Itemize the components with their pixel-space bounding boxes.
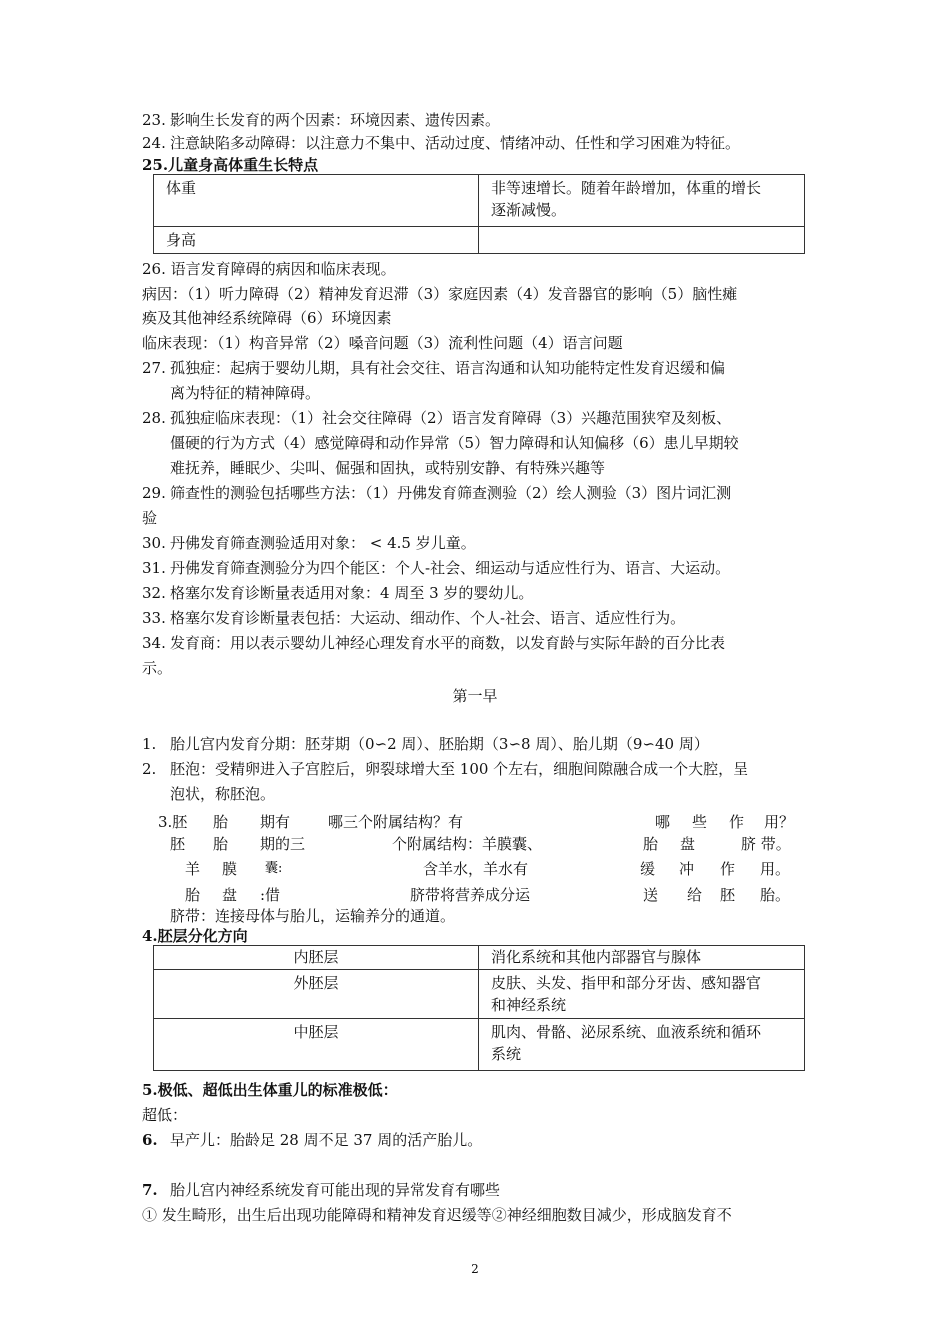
ch1-item-6: 6. 早产儿：胎龄足 28 周不足 37 周的活产胎儿。 <box>142 1131 483 1149</box>
germ-layer-table <box>153 945 805 1071</box>
ch1-item-2: 2. 胚泡：受精卵进入子宫腔后，卵裂球增大至 100 个左右，细胞间隙融合成一个大腔，呈 <box>142 760 749 778</box>
item-28-cont: 难抚养，睡眠少、尖叫、倔强和固执，或特别安静、有特殊兴趣等 <box>170 459 606 477</box>
table-row <box>154 227 805 254</box>
item-26-cause: 病因：（1）听力障碍（2）精神发育迟滞（3）家庭因素（4）发音器官的影响（5）脑性瘫 <box>142 285 738 303</box>
item-32: 32. 格塞尔发育诊断量表适用对象：4 周至 3 岁的婴幼儿。 <box>142 584 534 602</box>
ch1-item-2-cont: 泡状，称胚泡。 <box>170 785 276 803</box>
ch1-item-5: 5.极低、超低出生体重儿的标准极低： <box>142 1081 398 1099</box>
row-desc <box>479 227 805 254</box>
item-34: 34. 发育商：用以表示婴幼儿神经心理发育水平的商数，以发育龄与实际年龄的百分比表 <box>142 634 726 652</box>
item-34-cont: 示。 <box>142 659 173 677</box>
growth-table <box>153 174 805 254</box>
item-30: 30. 丹佛发育筛查测验适用对象： < 4.5 岁儿童。 <box>142 534 476 552</box>
table-row <box>154 175 805 227</box>
ch1-item-4-title: 4.胚层分化方向 <box>142 927 248 945</box>
item-26-clinical: 临床表现：（1）构音异常（2）嗓音问题（3）流利性问题（4）语言问题 <box>142 334 623 352</box>
ch1-item-1: 1. 胎儿宫内发育分期：胚芽期（0∽2 周）、胚胎期（3∽8 周）、胎儿期（9∽40 周） <box>142 735 709 753</box>
item-28: 28. 孤独症临床表现：（1）社会交往障碍（2）语言发育障碍（3）兴趣范围狭窄及刻板、 <box>142 409 732 427</box>
table-row: 内胚层 消化系统和其他内部器官与腺体 <box>154 946 805 970</box>
item-26-cause-cont: 痪及其他神经系统障碍（6）环境因素 <box>142 309 392 327</box>
item-31: 31. 丹佛发育筛查测验分为四个能区：个人-社会、细运动与适应性行为、语言、大运动。 <box>142 559 731 577</box>
item-23: 23. 影响生长发育的两个因素：环境因素、遗传因素。 <box>142 111 501 129</box>
ch1-item-7-text: ① 发生畸形，出生后出现功能障碍和精神发育迟缓等②神经细胞数目减少，形成脑发育不 <box>142 1206 732 1224</box>
item-33: 33. 格塞尔发育诊断量表包括：大运动、细动作、个人-社会、语言、适应性行为。 <box>142 609 686 627</box>
row-desc: 非等速增长。随着年龄增加，体重的增长 逐渐减慢。 <box>479 175 805 227</box>
item-24: 24. 注意缺陷多动障碍：以注意力不集中、活动过度、情绪冲动、任性和学习困难为特征。 <box>142 134 741 152</box>
chapter-title: 第一早 <box>452 687 498 705</box>
item-29: 29. 筛查性的测验包括哪些方法：（1）丹佛发育筛查测验（2）绘人测验（3）图片词汇测 <box>142 484 732 502</box>
row-label: 身高 <box>154 227 479 254</box>
row-label: 体重 <box>154 175 479 227</box>
table-row: 中胚层 肌肉、骨骼、泌尿系统、血液系统和循环 系统 <box>154 1019 805 1071</box>
document-page: 23. 影响生长发育的两个因素：环境因素、遗传因素。 24. 注意缺陷多动障碍：以注意力不集中、活动过度、情绪冲动、任性和学习困难为特征。 25.儿童身高体重生长特点 体重 非等速增长。随着年龄增加，体重的增长 逐渐减慢。 身高 26. 语言发育障碍的病因和临床表现。 病因：（1）听力障碍（2）精神发育迟滞（3）家庭因素（4）发音器官的影响（5）脑性瘫 痪及其他神经系统障碍（6）环境因素 临床表现：（1）构音异常（2）嗓音问题（3）流利性问题（4）语言问题 27. 孤独症：起病于婴幼儿期，具有社会交往、语言沟通和认知功能特定性发育迟缓和偏 离为特征的精神障碍。 28. 孤独症临床表现：（1）社会交往障碍（2）语言发育障碍（3）兴趣范围狭窄及刻板、 僵硬的行为方式（4）感觉障碍和动作异常（5）智力障碍和认知偏移（6）患儿早期较 难抚养，睡眠少、尖叫、倔强和固执，或特别安静、有特殊兴趣等 29. 筛查性的测验包括哪些方法：（1）丹佛发育筛查测验（2）绘人测验（3）图片词汇测 验 30. 丹佛发育筛查测验适用对象： < 4.5 岁儿童。 31. 丹佛发育筛查测验分为四个能区：个人-社会、细运动与适应性行为、语言、大运动。 32. 格塞尔发育诊断量表适用对象：4 周至 3 岁的婴幼儿。 33. 格塞尔发育诊断量表包括：大运动、细动作、个人-社会、语言、适应性行为。 34. 发育商：用以表示婴幼儿神经心理发育水平的商数，以发育龄与实际年龄的百分比表 示。 第一早 1. 胎儿宫内发育分期：胚芽期（0∽2 周）、胚胎期（3∽8 周）、胎儿期（9∽40 周） 2. 胚泡：受精卵进入子宫腔后，卵裂球增大至 100 个左右，细胞间隙融合成一个大腔，呈 泡状，称胚泡。 3.胚 胎 期有 哪三个附属结构？有 哪 些 作 用？ 胚 胎 期的三 个附属结构：羊膜囊、 胎 盘 脐 带。 羊 膜 囊: 含羊水，羊水有 缓 冲 作 用。 胎 盘 :借 脐带将营养成分运 送 给 胚 胎。 脐带：连接母体与胎儿，运输养分的通道。 4.胚层分化方向 内胚层 消化系统和其他内部器官与腺体 外胚层 皮肤、头发、指甲和部分牙齿、感知器官 和神经系统 中胚层 肌肉、骨骼、泌尿系统、血液系统和循环 系统 5.极低、超低出生体重儿的标准极低： 超低： 6. 早产儿：胎龄足 28 周不足 37 周的活产胎儿。 7. 胎儿宫内神经系统发育可能出现的异常发育有哪些 ① 发生畸形，出生后出现功能障碍和精神发育迟缓等②神经细胞数目减少，形成脑发育不 2 <box>0 0 950 1344</box>
item-28-cont: 僵硬的行为方式（4）感觉障碍和动作异常（5）智力障碍和认知偏移（6）患儿早期较 <box>170 434 739 452</box>
item-26-title: 26. 语言发育障碍的病因和临床表现。 <box>142 260 396 278</box>
ch1-item-5-cont: 超低： <box>142 1106 188 1124</box>
item-27-cont: 离为特征的精神障碍。 <box>170 384 321 402</box>
item-29-cont: 验 <box>142 509 158 527</box>
page-number: 2 <box>471 1262 479 1276</box>
ch1-item-7-title: 7. 胎儿宫内神经系统发育可能出现的异常发育有哪些 <box>142 1181 501 1199</box>
table-row: 外胚层 皮肤、头发、指甲和部分牙齿、感知器官 和神经系统 <box>154 970 805 1019</box>
item-25-title: 25.儿童身高体重生长特点 <box>142 156 319 174</box>
item-27: 27. 孤独症：起病于婴幼儿期，具有社会交往、语言沟通和认知功能特定性发育迟缓和偏 <box>142 359 726 377</box>
